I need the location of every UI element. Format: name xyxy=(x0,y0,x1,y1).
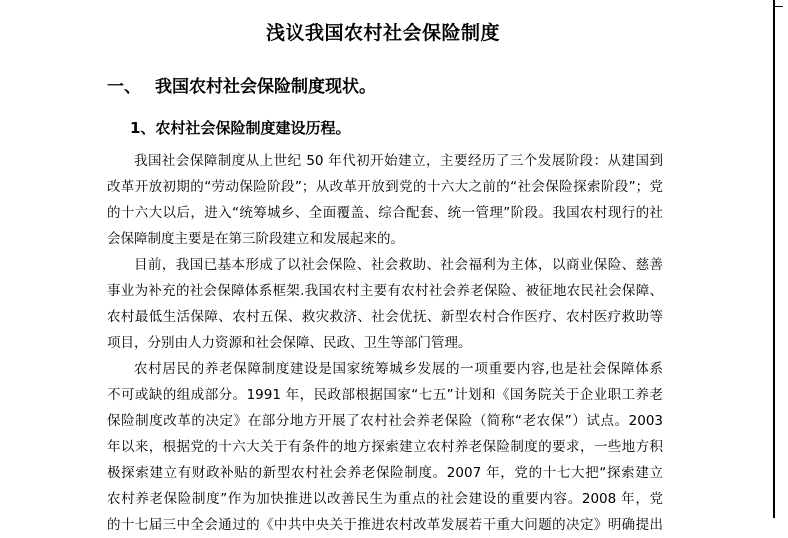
paragraph-line: 保险制度改革的决定》在部分地方开展了农村社会养老保险（简称“老农保”）试点。2003 xyxy=(107,413,663,429)
paragraph-line: 改革开放初期的“劳动保险阶段”；从改革开放到党的十六大之前的“社会保险探索阶段”；党 xyxy=(107,179,663,195)
page-edge-border xyxy=(773,0,775,518)
body-text xyxy=(107,148,663,538)
paragraph-line: 的十六大以后，进入“统筹城乡、全面覆盖、综合配套、统一管理”阶段。我国农村现行的社 xyxy=(107,205,663,221)
paragraph-line: 年以来，根据党的十六大关于有条件的地方探索建立农村养老保险制度的要求，一些地方积 xyxy=(107,439,663,455)
heading-level-2: 1、农村社会保险制度建设历程。 xyxy=(130,119,351,137)
paragraph-line: 会保障制度主要是在第三阶段建立和发展起来的。 xyxy=(107,231,404,247)
heading-level-1 xyxy=(107,72,376,97)
heading-1-text: 我国农村社会保险制度现状。 xyxy=(155,77,376,97)
paragraph-line: 农村居民的养老保障制度建设是国家统筹城乡发展的一项重要内容,也是社会保障体系 xyxy=(134,361,663,377)
paragraph-line: 目前，我国已基本形成了以社会保险、社会救助、社会福利为主体，以商业保险、慈善 xyxy=(134,257,663,273)
paragraph-line: 不可或缺的组成部分。1991 年，民政部根据国家“七五”计划和《国务院关于企业职工养老 xyxy=(107,387,663,403)
paragraph-line: 事业为补充的社会保障体系框架.我国农村主要有农村社会养老保险、被征地农民社会保障、 xyxy=(107,283,663,299)
document-title: 浅议我国农村社会保险制度 xyxy=(265,22,500,44)
paragraph-line: 极探索建立有财政补贴的新型农村社会养老保险制度。2007 年，党的十七大把“探索建立 xyxy=(107,465,663,481)
paragraph-line: 农村最低生活保障、农村五保、救灾救济、社会优抚、新型农村合作医疗、农村医疗救助等 xyxy=(107,309,663,325)
heading-1-number: 一、 xyxy=(107,77,141,97)
page-corner-mark xyxy=(773,6,783,7)
paragraph-line: 项目，分别由人力资源和社会保障、民政、卫生等部门管理。 xyxy=(107,335,472,351)
paragraph-line: 的十七届三中全会通过的《中共中央关于推进农村改革发展若干重大问题的决定》明确提出 xyxy=(107,517,663,533)
paragraph-line: 农村养老保险制度”作为加快推进以改善民生为重点的社会建设的重要内容。2008 年，党 xyxy=(107,491,663,507)
paragraph-line: 我国社会保障制度从上世纪 50 年代初开始建立，主要经历了三个发展阶段：从建国到 xyxy=(134,153,663,169)
